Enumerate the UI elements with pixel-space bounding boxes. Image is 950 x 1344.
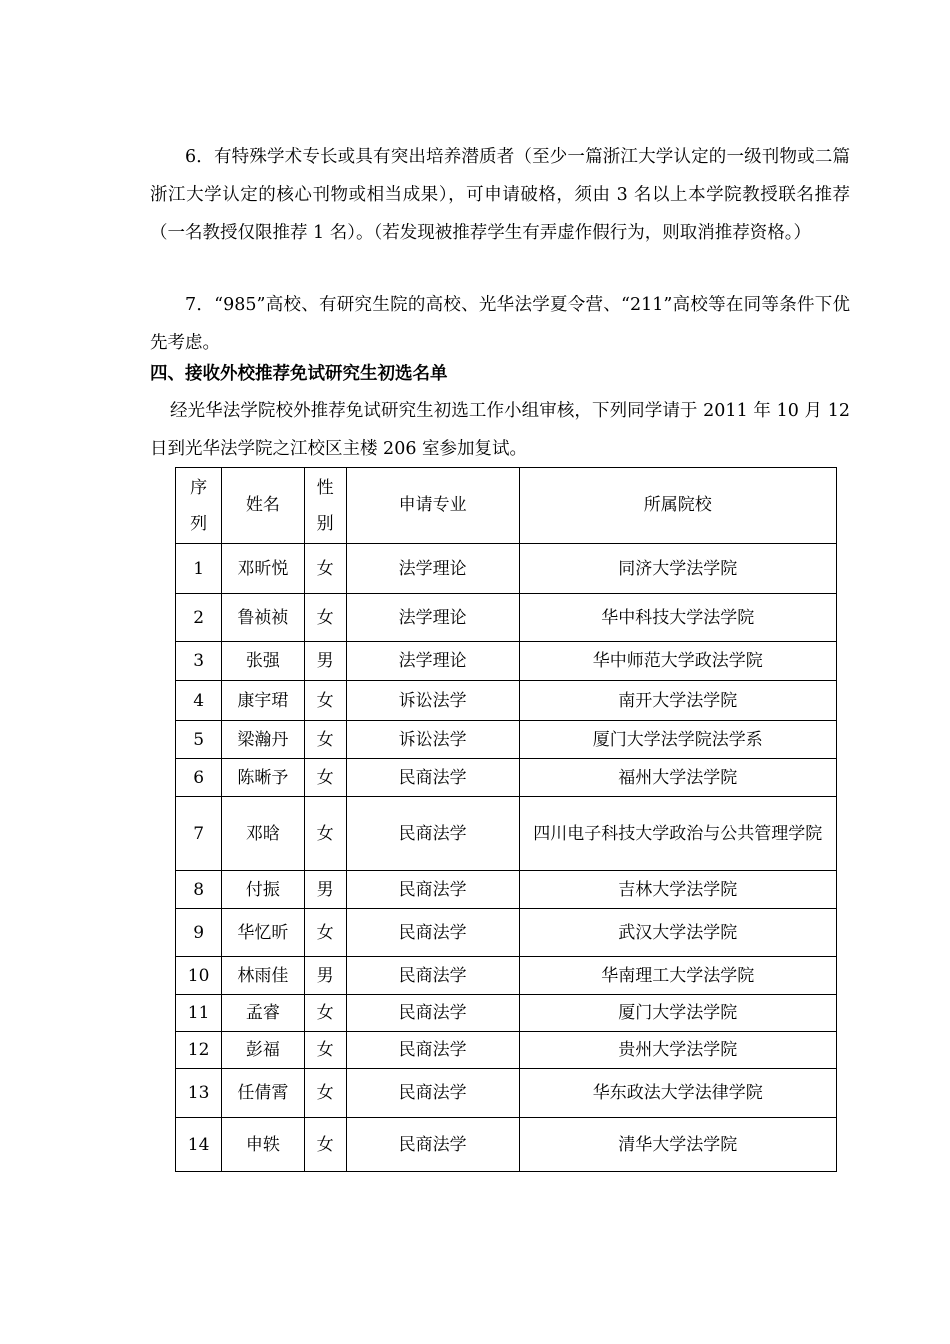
cell-name: 鲁祯祯 bbox=[222, 594, 304, 642]
cell-gender: 女 bbox=[304, 759, 346, 797]
cell-name: 邓晗 bbox=[222, 797, 304, 871]
table-row bbox=[176, 721, 837, 759]
cell-major: 诉讼法学 bbox=[346, 681, 519, 721]
cell-seq: 1 bbox=[176, 544, 222, 594]
cell-name: 邓昕悦 bbox=[222, 544, 304, 594]
cell-school: 武汉大学法学院 bbox=[519, 909, 836, 957]
table-header-row bbox=[176, 468, 837, 544]
cell-name: 华忆昕 bbox=[222, 909, 304, 957]
cell-major: 民商法学 bbox=[346, 1032, 519, 1069]
cell-gender: 女 bbox=[304, 594, 346, 642]
header-seq: 序列 bbox=[176, 468, 222, 544]
cell-name: 张强 bbox=[222, 642, 304, 681]
cell-name: 付振 bbox=[222, 871, 304, 909]
cell-seq: 5 bbox=[176, 721, 222, 759]
cell-gender: 女 bbox=[304, 1032, 346, 1069]
table-row bbox=[176, 1032, 837, 1069]
paragraph-item-7: 7．“985”高校、有研究生院的高校、光华法学夏令营、“211”高校等在同等条件下优先考虑。 bbox=[150, 295, 850, 353]
cell-school: 福州大学法学院 bbox=[519, 759, 836, 797]
cell-major: 民商法学 bbox=[346, 759, 519, 797]
cell-name: 孟睿 bbox=[222, 995, 304, 1032]
cell-school: 清华大学法学院 bbox=[519, 1118, 836, 1172]
table-row bbox=[176, 957, 837, 995]
cell-name: 林雨佳 bbox=[222, 957, 304, 995]
cell-major: 民商法学 bbox=[346, 957, 519, 995]
cell-major: 法学理论 bbox=[346, 642, 519, 681]
table-row bbox=[176, 1069, 837, 1118]
header-name: 姓名 bbox=[222, 468, 304, 544]
cell-gender: 女 bbox=[304, 721, 346, 759]
candidate-table bbox=[175, 467, 837, 1172]
cell-school: 同济大学法学院 bbox=[519, 544, 836, 594]
cell-school: 华中师范大学政法学院 bbox=[519, 642, 836, 681]
cell-major: 民商法学 bbox=[346, 1069, 519, 1118]
cell-major: 法学理论 bbox=[346, 594, 519, 642]
cell-gender: 女 bbox=[304, 1069, 346, 1118]
cell-gender: 女 bbox=[304, 544, 346, 594]
cell-seq: 4 bbox=[176, 681, 222, 721]
cell-seq: 6 bbox=[176, 759, 222, 797]
table-row bbox=[176, 995, 837, 1032]
cell-seq: 8 bbox=[176, 871, 222, 909]
cell-major: 民商法学 bbox=[346, 1118, 519, 1172]
cell-school: 厦门大学法学院 bbox=[519, 995, 836, 1032]
cell-seq: 14 bbox=[176, 1118, 222, 1172]
table-row bbox=[176, 797, 837, 871]
cell-major: 民商法学 bbox=[346, 797, 519, 871]
header-school: 所属院校 bbox=[519, 468, 836, 544]
table-row bbox=[176, 759, 837, 797]
cell-name: 任倩霄 bbox=[222, 1069, 304, 1118]
table-row bbox=[176, 544, 837, 594]
cell-name: 申轶 bbox=[222, 1118, 304, 1172]
cell-name: 梁瀚丹 bbox=[222, 721, 304, 759]
cell-major: 诉讼法学 bbox=[346, 721, 519, 759]
cell-school: 南开大学法学院 bbox=[519, 681, 836, 721]
table-row bbox=[176, 681, 837, 721]
cell-seq: 11 bbox=[176, 995, 222, 1032]
cell-gender: 女 bbox=[304, 681, 346, 721]
cell-major: 民商法学 bbox=[346, 909, 519, 957]
cell-gender: 男 bbox=[304, 871, 346, 909]
cell-seq: 3 bbox=[176, 642, 222, 681]
cell-gender: 男 bbox=[304, 957, 346, 995]
cell-seq: 10 bbox=[176, 957, 222, 995]
cell-school: 吉林大学法学院 bbox=[519, 871, 836, 909]
cell-school: 华南理工大学法学院 bbox=[519, 957, 836, 995]
cell-school: 厦门大学法学院法学系 bbox=[519, 721, 836, 759]
table-row bbox=[176, 871, 837, 909]
intro-paragraph: 经光华法学院校外推荐免试研究生初选工作小组审核，下列同学请于 2011 年 10 月 12 日到光华法学院之江校区主楼 206 室参加复试。 bbox=[150, 401, 850, 459]
table-row bbox=[176, 594, 837, 642]
section-heading: 四、接收外校推荐免试研究生初选名单 bbox=[150, 364, 448, 384]
cell-school: 四川电子科技大学政治与公共管理学院 bbox=[519, 797, 836, 871]
table-row bbox=[176, 1118, 837, 1172]
cell-school: 华中科技大学法学院 bbox=[519, 594, 836, 642]
cell-seq: 9 bbox=[176, 909, 222, 957]
cell-seq: 7 bbox=[176, 797, 222, 871]
cell-gender: 女 bbox=[304, 797, 346, 871]
cell-seq: 13 bbox=[176, 1069, 222, 1118]
cell-gender: 男 bbox=[304, 642, 346, 681]
header-gender: 性别 bbox=[304, 468, 346, 544]
cell-gender: 女 bbox=[304, 1118, 346, 1172]
cell-major: 民商法学 bbox=[346, 995, 519, 1032]
cell-major: 法学理论 bbox=[346, 544, 519, 594]
cell-name: 康宇珺 bbox=[222, 681, 304, 721]
table-body bbox=[176, 544, 837, 1172]
table-row bbox=[176, 909, 837, 957]
cell-gender: 女 bbox=[304, 995, 346, 1032]
cell-school: 贵州大学法学院 bbox=[519, 1032, 836, 1069]
cell-major: 民商法学 bbox=[346, 871, 519, 909]
cell-seq: 12 bbox=[176, 1032, 222, 1069]
table-row bbox=[176, 642, 837, 681]
cell-gender: 女 bbox=[304, 909, 346, 957]
paragraph-item-6: 6．有特殊学术专长或具有突出培养潜质者（至少一篇浙江大学认定的一级刊物或二篇浙江大学认定的核心刊物或相当成果），可申请破格，须由 3 名以上本学院教授联名推荐（一名教授仅限推荐 1 名）。（若发现被推荐学生有弄虚作假行为，则取消推荐资格。） bbox=[150, 147, 850, 243]
cell-seq: 2 bbox=[176, 594, 222, 642]
cell-school: 华东政法大学法律学院 bbox=[519, 1069, 836, 1118]
header-major: 申请专业 bbox=[346, 468, 519, 544]
cell-name: 彭福 bbox=[222, 1032, 304, 1069]
cell-name: 陈晰予 bbox=[222, 759, 304, 797]
